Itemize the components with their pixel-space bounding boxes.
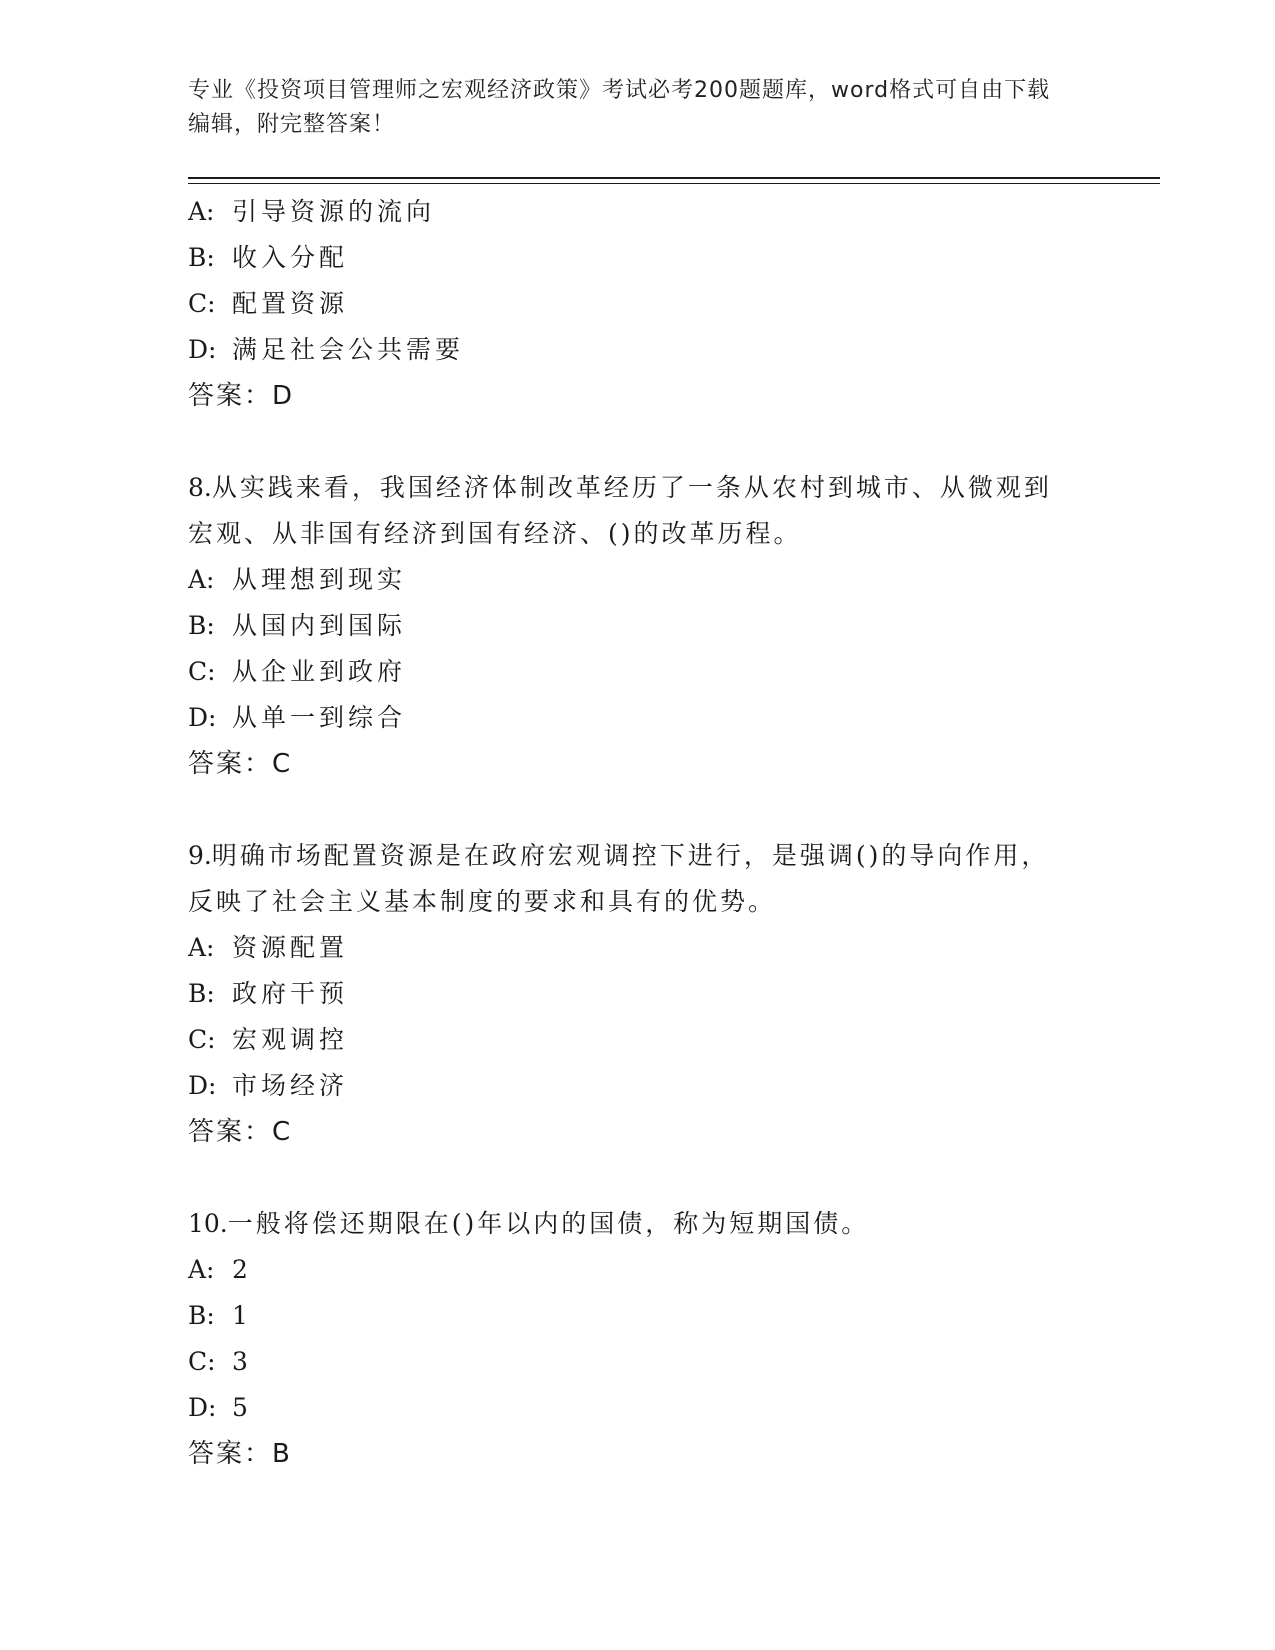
option-label: A: [188, 933, 215, 962]
option-text: 满足社会公共需要 [232, 335, 465, 364]
option-c [188, 281, 1088, 327]
question-text: 从实践来看，我国经济体制改革经历了一条从农村到城市、从微观到宏观、从非国有经济到国有经济、()的改革历程。 [188, 473, 1052, 548]
option-b [188, 603, 1088, 649]
question-text: 一般将偿还期限在()年以内的国债，称为短期国债。 [227, 1209, 870, 1238]
option-b [188, 971, 1088, 1017]
option-text: 从企业到政府 [232, 657, 407, 686]
option-text: 从单一到综合 [232, 703, 407, 732]
option-label: C: [188, 657, 216, 686]
option-label: B: [188, 243, 215, 272]
answer-label: 答案： [188, 1439, 273, 1469]
option-text: 政府干预 [232, 979, 349, 1008]
question-number: 9. [188, 841, 212, 870]
option-d [188, 1063, 1088, 1109]
option-text: 2 [232, 1255, 252, 1284]
document-header: 专业《投资项目管理师之宏观经济政策》考试必考200题题库，word格式可自由下载编辑，附完整答案！ [188, 78, 1051, 137]
option-b [188, 1293, 1088, 1339]
answer-line [188, 1109, 1088, 1155]
answer-value: C [272, 1117, 291, 1147]
option-label: B: [188, 611, 215, 640]
question-block-prev [188, 189, 1088, 419]
option-text: 配置资源 [232, 289, 349, 318]
option-c [188, 1017, 1088, 1063]
answer-line [188, 1431, 1088, 1477]
answer-value: B [272, 1439, 290, 1469]
option-a [188, 557, 1088, 603]
option-label: C: [188, 1025, 216, 1054]
question-block-10 [188, 1201, 1088, 1477]
option-label: A: [188, 197, 215, 226]
option-text: 1 [232, 1301, 252, 1330]
option-text: 从理想到现实 [232, 565, 407, 594]
option-label: B: [188, 1301, 215, 1330]
option-c [188, 1339, 1088, 1385]
option-label: D: [188, 703, 217, 732]
option-label: C: [188, 1347, 216, 1376]
option-text: 从国内到国际 [232, 611, 407, 640]
question-list [188, 189, 1088, 1477]
question-number: 10. [188, 1209, 228, 1238]
answer-value: D [272, 381, 293, 411]
question-stem [188, 1201, 1058, 1247]
option-label: B: [188, 979, 215, 1008]
answer-label: 答案： [188, 381, 273, 411]
option-text: 收入分配 [232, 243, 349, 272]
option-text: 5 [232, 1393, 252, 1422]
option-d [188, 1385, 1088, 1431]
option-label: A: [188, 565, 215, 594]
option-text: 引导资源的流向 [232, 197, 436, 226]
header-divider-thin [188, 183, 1160, 184]
option-a [188, 925, 1088, 971]
option-b [188, 235, 1088, 281]
question-number: 8. [188, 473, 212, 502]
option-text: 3 [232, 1347, 252, 1376]
question-stem [188, 465, 1058, 557]
option-d [188, 327, 1088, 373]
question-block-9 [188, 833, 1088, 1155]
header-divider-thick [188, 177, 1160, 179]
option-label: D: [188, 335, 217, 364]
option-label: C: [188, 289, 216, 318]
option-a [188, 1247, 1088, 1293]
question-block-8 [188, 465, 1088, 787]
answer-label: 答案： [188, 749, 273, 779]
answer-line [188, 741, 1088, 787]
option-c [188, 649, 1088, 695]
answer-label: 答案： [188, 1117, 273, 1147]
answer-value: C [272, 749, 291, 779]
option-d [188, 695, 1088, 741]
option-a [188, 189, 1088, 235]
option-label: D: [188, 1071, 217, 1100]
question-text: 明确市场配置资源是在政府宏观调控下进行，是强调()的导向作用，反映了社会主义基本制度的要求和具有的优势。 [188, 841, 1050, 916]
option-text: 宏观调控 [232, 1025, 349, 1054]
option-text: 市场经济 [232, 1071, 349, 1100]
option-label: A: [188, 1255, 215, 1284]
answer-line [188, 373, 1088, 419]
option-text: 资源配置 [232, 933, 349, 962]
question-stem [188, 833, 1058, 925]
option-label: D: [188, 1393, 217, 1422]
